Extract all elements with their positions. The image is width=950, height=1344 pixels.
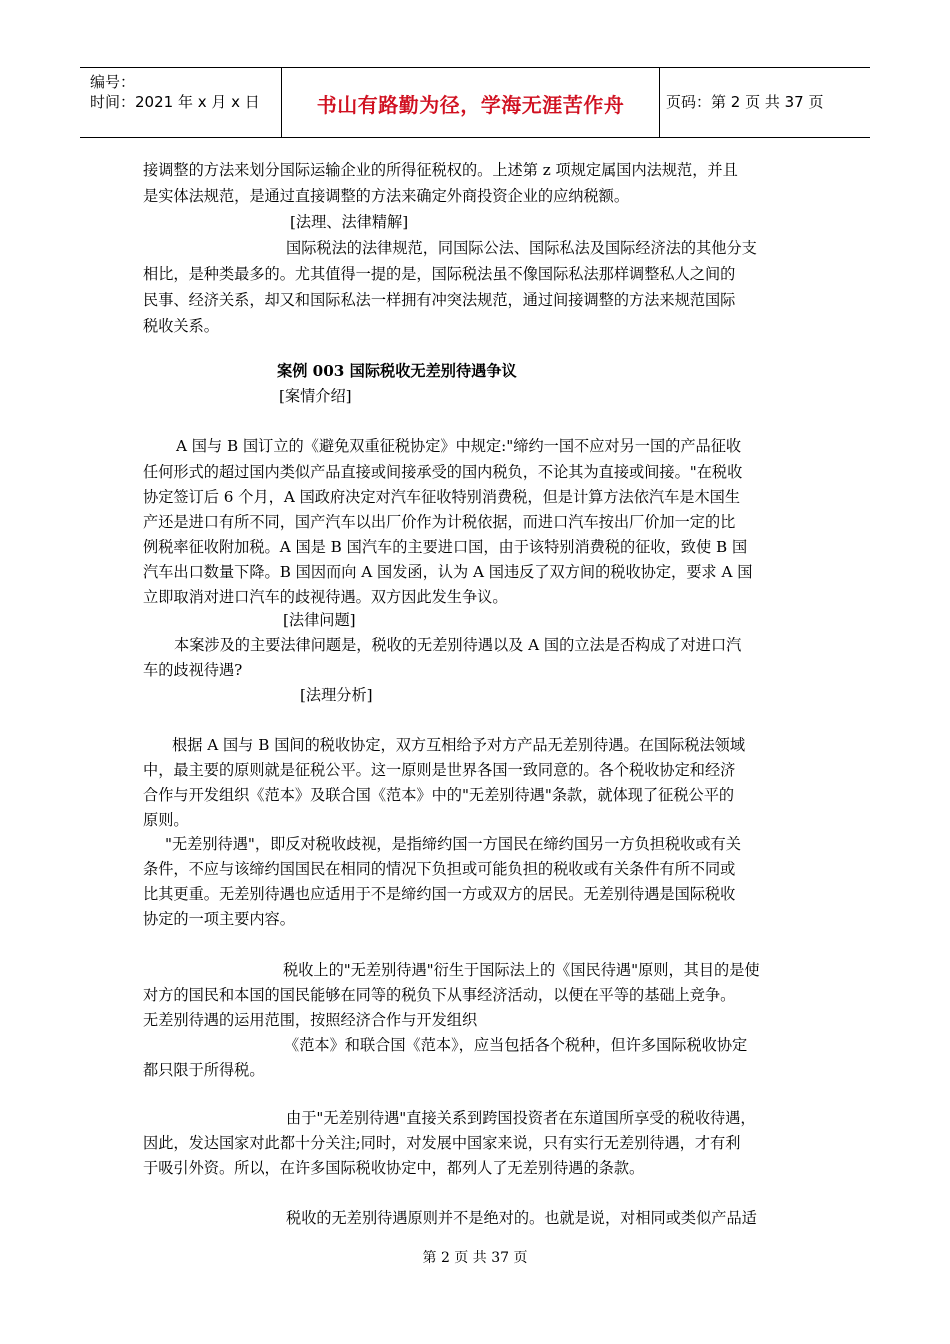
body-line: 产还是进口有所不同，国产汽车以出厂价作为计税依据，而进口汽车按出厂价加一定的比: [143, 513, 736, 531]
header-page-info: 页码：第 2 页 共 37 页: [666, 93, 824, 111]
body-line: 是实体法规范，是通过直接调整的方法来确定外商投资企业的应纳税额。: [143, 187, 629, 205]
header-page-cell: [660, 68, 870, 137]
body-line: "无差别待遇"，即反对税收歧视，是指缔约国一方国民在缔约国另一方负担税收或有关: [165, 835, 741, 853]
page-footer: 第 2 页 共 37 页: [422, 1250, 528, 1266]
body-line: 比其更重。无差别待遇也应适用于不是缔约国一方或双方的居民。无差别待遇是国际税收: [143, 885, 736, 903]
body-line: 由于"无差别待遇"直接关系到跨国投资者在东道国所享受的税收待遇，: [286, 1109, 756, 1127]
body-line: 税收的无差别待遇原则并不是绝对的。也就是说，对相同或类似产品适: [286, 1209, 757, 1227]
body-line: 因此，发达国家对此都十分关注;同时，对发展中国家来说，只有实行无差别待遇，才有利: [143, 1134, 741, 1152]
body-line: 中，最主要的原则就是征税公平。这一原则是世界各国一致同意的。各个税收协定和经济: [143, 761, 736, 779]
body-line: 根据 A 国与 B 国间的税收协定，双方互相给予对方产品无差别待遇。在国际税法领域: [172, 736, 746, 754]
body-line: 国际税法的法律规范，同国际公法、国际私法及国际经济法的其他分支: [286, 239, 757, 257]
body-line: 条件，不应与该缔约国国民在相同的情况下负担或可能负担的税收或有关条件有所不同或: [143, 860, 736, 878]
body-line: 对方的国民和本国的国民能够在同等的税负下从事经济活动，以便在平等的基础上竞争。: [143, 986, 736, 1004]
header-left-cell: [80, 68, 280, 137]
body-line: 任何形式的超过国内类似产品直接或间接承受的国内税负，不论其为直接或间接。"在税收: [143, 463, 743, 481]
document-code-label: 编号：: [90, 73, 136, 91]
section-heading: [法理分析]: [300, 686, 373, 704]
body-line: 税收上的"无差别待遇"衍生于国际法上的《国民待遇"原则，其目的是使: [283, 961, 760, 979]
body-line: 协定签订后 6 个月，A 国政府决定对汽车征收特别消费税，但是计算方法依汽车是木国生: [143, 488, 741, 506]
body-line: 税收关系。: [143, 317, 219, 335]
section-heading: [法理、法律精解]: [290, 213, 409, 231]
section-heading: [案情介绍]: [279, 387, 352, 405]
body-line: A 国与 B 国订立的《避免双重征税协定》中规定:"缔约一国不应对另一国的产品征收: [176, 437, 742, 455]
body-line: 原则。: [143, 811, 189, 829]
header-motto: 书山有路勤为径，学海无涯苦作舟: [316, 93, 625, 117]
body-line: 民事、经济关系，却又和国际私法一样拥有冲突法规范，通过间接调整的方法来规范国际: [143, 291, 736, 309]
header-table: [80, 67, 870, 138]
document-date: 时间：2021 年 x 月 x 日: [90, 93, 260, 111]
body-line: 相比，是种类最多的。尤其值得一提的是，国际税法虽不像国际私法那样调整私人之间的: [143, 265, 736, 283]
body-line: 协定的一项主要内容。: [143, 910, 295, 928]
body-line: 车的歧视待遇?: [143, 661, 243, 679]
body-line: 于吸引外资。所以，在许多国际税收协定中，都列人了无差别待遇的条款。: [143, 1159, 645, 1177]
body-line: 《范本》和联合国《范本》，应当包括各个税种，但许多国际税收协定: [284, 1036, 748, 1054]
body-line: 汽车出口数量下降。B 国因而向 A 国发函，认为 A 国违反了双方间的税收协定，要求 A 国: [143, 563, 753, 581]
body-line: 无差别待遇的运用范围，按照经济合作与开发组织: [143, 1011, 478, 1029]
section-heading: [法律问题]: [283, 611, 356, 629]
body-line: 都只限于所得税。: [143, 1061, 265, 1079]
body-line: 合作与开发组织《范本》及联合国《范本》中的"无差别待遇"条款，就体现了征税公平的: [143, 786, 735, 804]
body-line: 接调整的方法来划分国际运输企业的所得征税权的。上述第 z 项规定属国内法规范，并且: [143, 161, 738, 179]
header-motto-cell: [281, 68, 660, 137]
body-line: 本案涉及的主要法律问题是，税收的无差别待遇以及 A 国的立法是否构成了对进口汽: [174, 636, 742, 654]
body-line: 立即取消对进口汽车的歧视待遇。双方因此发生争议。: [143, 588, 508, 606]
body-line: 例税率征收附加税。A 国是 B 国汽车的主要进口国，由于该特别消费税的征收，致使 B 国: [143, 538, 748, 556]
case-title: 案例 003 国际税收无差别待遇争议: [277, 362, 517, 380]
